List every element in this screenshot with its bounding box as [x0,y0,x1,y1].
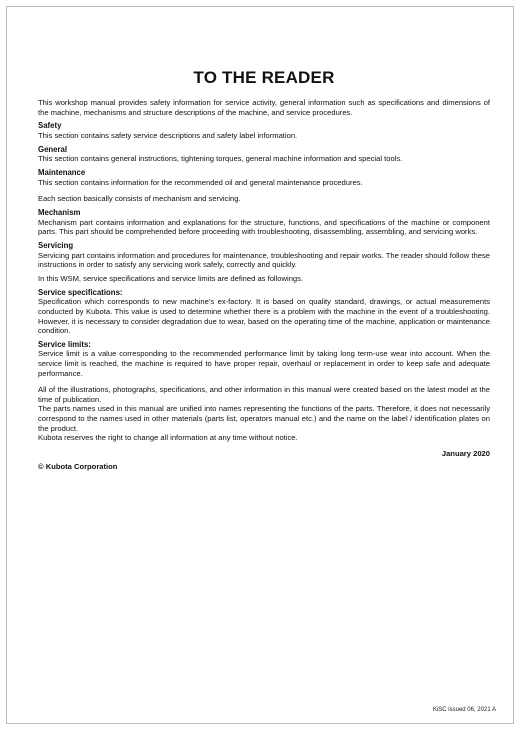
publication-date: January 2020 [441,448,490,458]
closing-paragraph-3: Kubota reserves the right to change all information at any time without notice. [38,433,298,443]
closing-paragraph-1: All of the illustrations, photographs, specifications, and other information in this manual were created based on the latest model at the time of publication. [38,385,490,404]
section-safety [38,121,490,140]
service-specifications-heading: Service specifications: [38,287,123,297]
each-section-note: Each section basically consists of mechanism and servicing. [38,194,241,204]
document-body [38,68,490,472]
section-maintenance [38,168,490,187]
footer-issue-note: KiSC issued 06, 2021 A [432,707,496,713]
maintenance-body: This section contains information for the recommended oil and general maintenance procedures. [38,177,363,187]
maintenance-heading: Maintenance [38,167,86,177]
intro-paragraph: This workshop manual provides safety information for service activity, general information such as specifications and dimensions of the machine, mechanisms and structure descriptions of the machine, and service procedures. [38,98,490,117]
servicing-body: Servicing part contains information and procedures for maintenance, troubleshooting and repair works. The reader should follow these instructions in order to satisfy any servicing work safely, correctly and quickly. [38,250,490,270]
general-heading: General [38,144,68,154]
section-servicing [38,241,490,270]
service-specifications-body: Specification which corresponds to new machine's ex-factory. It is based on quality standard, drawings, or actual measurements conducted by Kubota. This value is used to determine whether there is a problem with the machine in the event of a troubleshooting. However, it is necessary to consider degradation due to wear, based on the operating time of the machine, application or maintenance condition. [38,297,490,336]
section-service-specifications [38,288,490,336]
section-service-limits [38,340,490,379]
section-general [38,145,490,164]
service-limits-body: Service limit is a value corresponding to the recommended performance limit by taking long term-use wear into account. When the service limit is reached, the machine is required to have proper repair, overhaul or replacement in order to keep safe and adequate performance. [38,349,490,378]
service-limits-heading: Service limits: [38,339,91,349]
wsm-note: In this WSM, service specifications and service limits are defined as followings. [38,273,304,283]
mechanism-body: Mechanism part contains information and explanations for the structure, functions, and specifications of the machine or component parts. This part should be comprehended before proceeding with troubleshooting, disassembling, assembling, and servicing works. [38,217,490,237]
page-title: TO THE READER [193,68,335,87]
servicing-heading: Servicing [38,240,74,250]
closing-paragraph-2: The parts names used in this manual are unified into names representing the functions of the parts. Therefore, it does not necessarily correspond to the names used in other materials (parts list, operators manual etc.) and the name on the label / identification plates on the product. [38,404,490,433]
copyright: © Kubota Corporation [38,462,118,472]
safety-heading: Safety [38,121,62,131]
mechanism-heading: Mechanism [38,207,81,217]
section-mechanism [38,208,490,237]
general-body: This section contains general instructions, tightening torques, general machine information and special tools. [38,154,403,164]
safety-body: This section contains safety service descriptions and safety label information. [38,130,298,140]
